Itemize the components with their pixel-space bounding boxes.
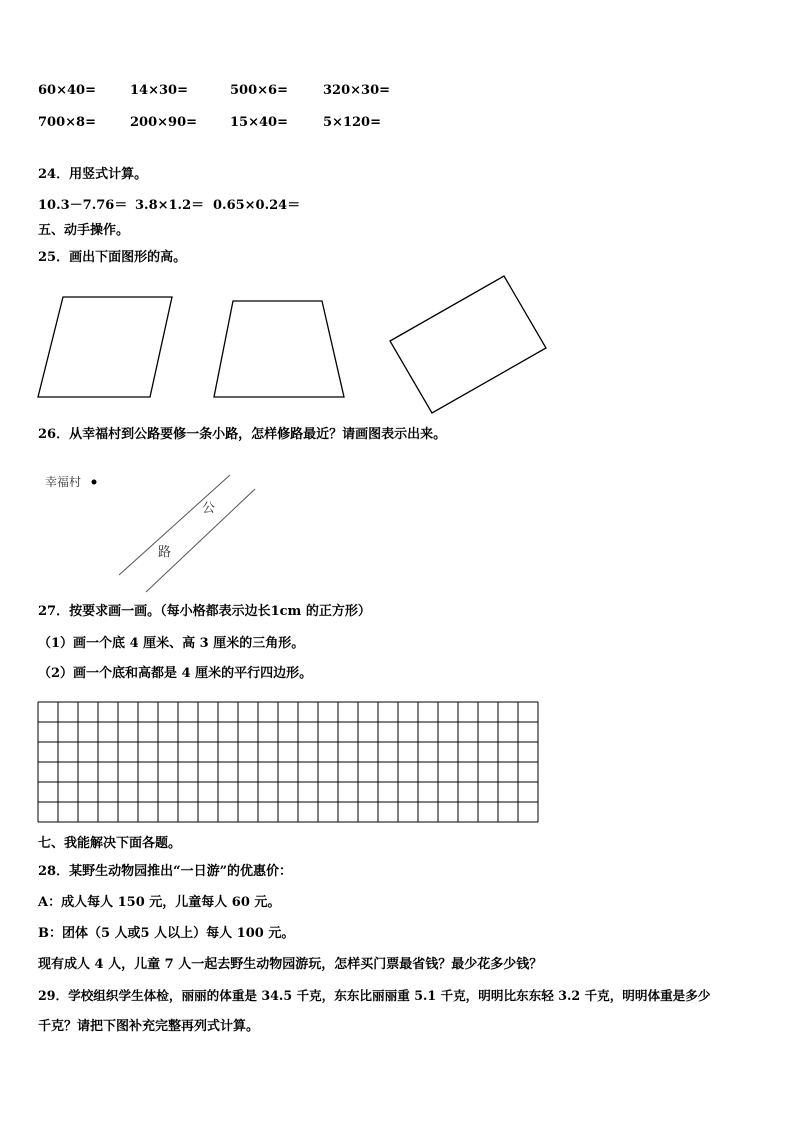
village-label: 幸福村 [45, 475, 82, 489]
calc-item: 320×30= [323, 83, 391, 98]
calc-item: 15×40= [230, 115, 288, 130]
trapezoid-shape [214, 301, 344, 397]
road-edge-right [146, 489, 255, 592]
vertical-calc-item: 3.8×1.2＝ [135, 198, 205, 213]
section-5-heading: 五、动手操作。 [38, 223, 130, 238]
calc-item: 700×8= [38, 115, 96, 130]
question-29-line-2: 千克？请把下图补充完整再列式计算。 [38, 1019, 260, 1034]
calc-item: 60×40= [38, 83, 96, 98]
calc-item: 14×30= [130, 83, 188, 98]
rotated-rectangle-shape [390, 276, 546, 413]
road-label-lu: 路 [158, 545, 172, 560]
vertical-calc-item: 0.65×0.24＝ [213, 198, 301, 213]
road-label-gong: 公 [202, 501, 216, 516]
question-27-part-1: （1）画一个底 4 厘米、高 3 厘米的三角形。 [38, 636, 305, 651]
option-b: B：团体（5 人或5 人以上）每人 100 元。 [38, 926, 295, 941]
section-7-heading: 七、我能解决下面各题。 [38, 836, 182, 851]
question-27-part-2: （2）画一个底和高都是 4 厘米的平行四边形。 [38, 666, 313, 681]
calc-item: 500×6= [230, 83, 288, 98]
road-edge-left [119, 475, 230, 575]
question-24-title: 24．用竖式计算。 [38, 167, 148, 182]
parallelogram-shape [38, 297, 172, 397]
calc-item: 5×120= [323, 115, 381, 130]
question-26-title: 26．从幸福村到公路要修一条小路，怎样修路最近？请画图表示出来。 [38, 427, 447, 442]
option-a: A：成人每人 150 元，儿童每人 60 元。 [38, 895, 281, 910]
vertical-calc-item: 10.3－7.76＝ [38, 198, 128, 213]
question-27-title: 27．按要求画一画。（每小格都表示边长1cm 的正方形） [38, 604, 371, 619]
question-29-line-1: 29．学校组织学生体检，丽丽的体重是 34.5 千克，东东比丽丽重 5.1 千克，明明比东东轻 3.2 千克，明明体重是多少 [38, 988, 711, 1003]
square-grid[interactable] [38, 702, 538, 822]
grid-lines [38, 702, 538, 822]
question-25-title: 25．画出下面图形的高。 [38, 250, 187, 265]
calc-item: 200×90= [130, 115, 198, 130]
village-dot [92, 480, 97, 485]
question-28-prompt: 现有成人 4 人，儿童 7 人一起去野生动物园游玩，怎样买门票最省钱？最少花多少钱？ [38, 957, 543, 972]
question-28-title: 28．某野生动物园推出“一日游”的优惠价： [38, 864, 293, 879]
